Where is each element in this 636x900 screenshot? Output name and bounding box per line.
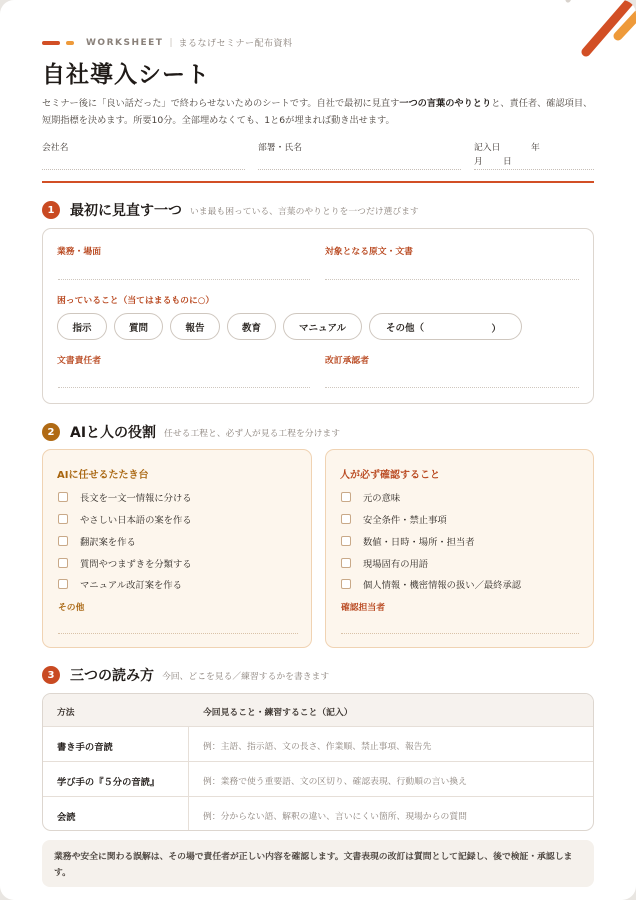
chip-other-label: その他（ [386, 322, 425, 334]
row-example: 例：業務で使う重要語、文の区切り、確認表現、行動順の言い換え [203, 777, 467, 787]
date-day: 日 [503, 157, 512, 167]
reading-methods-table [42, 693, 594, 831]
column-divider [188, 726, 189, 831]
date-field[interactable] [474, 169, 594, 170]
chip-manual[interactable]: マニュアル [283, 313, 362, 340]
section1-number: 1 [42, 201, 60, 219]
human-item[interactable]: 安全条件・禁止事項 [341, 512, 447, 526]
ai-panel-title: AIに任せるたたき台 [57, 470, 149, 481]
human-item[interactable]: 元の意味 [341, 490, 400, 504]
human-item[interactable]: 現場固有の用語 [341, 556, 428, 570]
ai-item[interactable]: やさしい日本語の案を作る [58, 512, 192, 526]
checkbox[interactable] [58, 558, 68, 568]
section1-desc: いま最も困っている、言葉のやりとりを一つだけ選びます [190, 206, 419, 217]
chip-other-close: ） [491, 324, 501, 335]
doc-owner-field[interactable] [58, 387, 310, 388]
col-method: 方法 [57, 708, 75, 718]
table-row[interactable] [43, 796, 594, 831]
decorative-stripes [546, 0, 636, 70]
chip-question[interactable]: 質問 [114, 313, 163, 340]
row-example: 例：分からない語、解釈の違い、言いにくい箇所、現場からの質問 [203, 812, 467, 822]
worksheet-subtitle: まるなげセミナー配布資料 [178, 39, 293, 49]
checkbox[interactable] [341, 492, 351, 502]
checkbox[interactable] [58, 579, 68, 589]
dept-name-field[interactable] [258, 169, 461, 170]
company-field[interactable] [42, 169, 245, 170]
dept-name-label: 部署・氏名 [258, 143, 302, 153]
table-row[interactable] [43, 761, 594, 796]
section3-header [42, 665, 329, 685]
date-year: 年 [531, 143, 540, 153]
company-label: 会社名 [42, 143, 69, 153]
ai-other-field[interactable] [58, 633, 298, 634]
worksheet-label: WORKSHEET [86, 37, 164, 48]
section2-desc: 任せる工程と、必ず人が見る工程を分けます [164, 428, 340, 439]
section1-title: 最初に見直す一つ [70, 203, 182, 219]
section1-header [42, 200, 419, 220]
row-example: 例：主語、指示語、文の長さ、作業順、禁止事項、報告先 [203, 742, 432, 752]
checkbox[interactable] [58, 492, 68, 502]
target-doc-field[interactable] [325, 279, 579, 280]
chip-other[interactable] [369, 313, 522, 340]
ai-item[interactable]: 長文を一文一情報に分ける [58, 490, 192, 504]
doc-owner-label: 文書責任者 [57, 356, 101, 366]
accent-bar [42, 41, 60, 45]
row-method: 書き手の音読 [57, 742, 113, 753]
section3-number: 3 [42, 666, 60, 684]
checkbox[interactable] [58, 514, 68, 524]
human-panel-title: 人が必ず確認すること [340, 470, 440, 481]
section3-desc: 今回、どこを見る／練習するかを書きます [162, 671, 330, 682]
ai-item[interactable]: 質問やつまずきを分類する [58, 556, 192, 570]
approver-field[interactable] [325, 387, 579, 388]
section2-header [42, 422, 340, 442]
work-scene-field[interactable] [58, 279, 310, 280]
checker-label: 確認担当者 [341, 603, 385, 613]
intro-text: セミナー後に「良い話だった」で終わらせないためのシートです。自社で最初に見直す一つの言葉のやりとりと、責任者、確認項目、短期指標を決めます。所要10分。全部埋めなくても、1と6が埋まれば動き出せます。 [42, 98, 593, 126]
row-method: 会読 [57, 812, 76, 823]
chip-report[interactable]: 報告 [170, 313, 220, 340]
chip-instruction[interactable]: 指示 [57, 313, 107, 340]
ai-panel [42, 449, 312, 648]
checker-field[interactable] [341, 633, 579, 634]
human-item[interactable]: 個人情報・機密情報の扱い／最終承認 [341, 577, 521, 591]
approver-label: 改訂承認者 [325, 356, 369, 366]
human-item[interactable]: 数値・日時・場所・担当者 [341, 534, 475, 548]
date-month: 月 [474, 157, 483, 167]
checkbox[interactable] [341, 579, 351, 589]
page-title: 自社導入シート [42, 62, 210, 88]
accent-dot [66, 41, 74, 45]
work-scene-label: 業務・場面 [57, 247, 101, 257]
human-panel [325, 449, 594, 648]
row-method: 学び手の『５分の音読』 [57, 777, 160, 788]
footer-note: 業務や安全に関わる誤解は、その場で責任者が正しい内容を確認します。文書表現の改訂は質問として記録し、後で検証・承認します。 [42, 840, 594, 887]
date-label: 記入日 [474, 143, 501, 153]
section2-number: 2 [42, 423, 60, 441]
table-row[interactable] [43, 726, 594, 761]
ai-other-label: その他 [58, 603, 85, 613]
target-doc-label: 対象となる原文・文書 [325, 247, 413, 257]
ai-item[interactable]: 翻訳案を作る [58, 534, 136, 548]
trouble-label: 困っていること（当てはまるものに○） [57, 296, 215, 306]
ai-item[interactable]: マニュアル改訂案を作る [58, 577, 182, 591]
checkbox[interactable] [341, 514, 351, 524]
worksheet-label-row [42, 36, 293, 49]
section3-title: 三つの読み方 [70, 668, 154, 684]
col-note: 今回見ること・練習すること（記入） [203, 708, 353, 718]
chip-education[interactable]: 教育 [227, 313, 276, 340]
label-separator: | [169, 37, 173, 48]
header-divider [42, 181, 594, 183]
checkbox[interactable] [341, 558, 351, 568]
checkbox[interactable] [341, 536, 351, 546]
checkbox[interactable] [58, 536, 68, 546]
section2-title: AIと人の役割 [70, 425, 157, 441]
